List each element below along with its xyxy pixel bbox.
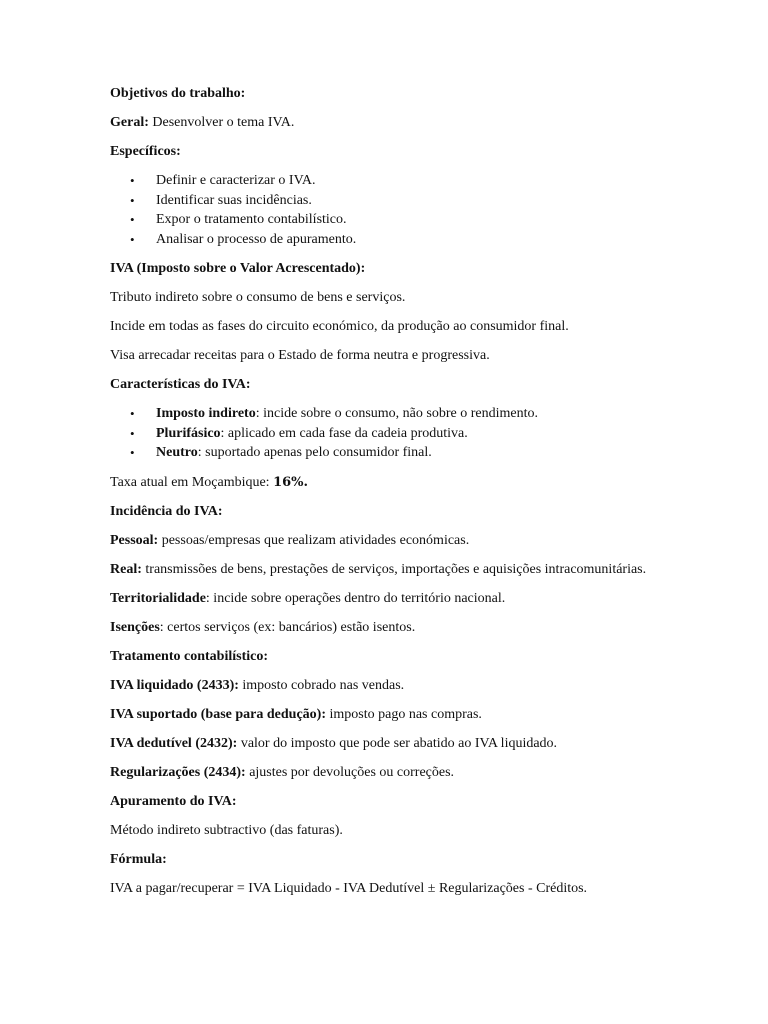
caracteristicas-heading: Características do IVA: <box>110 377 251 392</box>
list-item: • Expor o tratamento contabilístico. <box>110 210 650 230</box>
geral-text: Desenvolver o tema IVA. <box>148 115 295 130</box>
apuramento-metodo: Método indireto subtractivo (das faturas). <box>110 822 343 838</box>
iva-dedutivel: IVA dedutível (2432): valor do imposto que pode ser abatido ao IVA liquidado. <box>110 735 558 751</box>
incidencia-real: Real: transmissões de bens, prestações de serviços, importações e aquisições intracomunitárias. <box>110 561 647 577</box>
bullet-icon: • <box>130 445 135 460</box>
iva-liquidado: IVA liquidado (2433): imposto cobrado nas vendas. <box>110 677 405 693</box>
tratamento-heading: Tratamento contabilístico: <box>110 648 268 664</box>
list-item: • Imposto indireto: incide sobre o consumo, não sobre o rendimento. <box>110 404 650 424</box>
especificos-list <box>110 171 650 249</box>
iva-paragraph-3: Visa arrecadar receitas para o Estado de forma neutra e progressiva. <box>110 348 490 363</box>
bullet-icon: • <box>130 192 135 208</box>
document-page <box>110 84 650 908</box>
geral-label: Geral: <box>110 115 149 130</box>
list-item: • Definir e caracterizar o IVA. <box>110 171 650 191</box>
formula-heading: Fórmula: <box>110 851 167 867</box>
bullet-icon: • <box>130 212 135 227</box>
bullet-icon: • <box>130 173 135 188</box>
incidencia-territorialidade: Territorialidade: incide sobre operações dentro do território nacional. <box>110 590 506 606</box>
apuramento-heading: Apuramento do IVA: <box>110 793 237 809</box>
incidencia-pessoal: Pessoal: pessoas/empresas que realizam atividades económicas. <box>110 532 470 548</box>
regularizacoes: Regularizações (2434): ajustes por devoluções ou correções. <box>110 764 455 780</box>
bullet-icon: • <box>130 425 135 441</box>
list-item: • Identificar suas incidências. <box>110 191 650 211</box>
list-item: • Neutro: suportado apenas pelo consumidor final. <box>110 443 650 463</box>
formula-text: IVA a pagar/recuperar = IVA Liquidado - IVA Dedutível ± Regularizações - Créditos. <box>110 880 588 896</box>
list-item: • Plurifásico: aplicado em cada fase da cadeia produtiva. <box>110 424 650 444</box>
list-item: • Analisar o processo de apuramento. <box>110 230 650 250</box>
caracteristicas-list <box>110 404 650 463</box>
objetivo-geral <box>110 113 650 132</box>
especificos-heading: Específicos: <box>110 144 181 159</box>
bullet-icon: • <box>130 406 135 421</box>
incidencia-heading: Incidência do IVA: <box>110 503 223 519</box>
bullet-icon: • <box>130 231 135 247</box>
taxa-value: 16%. <box>273 474 309 490</box>
iva-suportado: IVA suportado (base para dedução): imposto pago nas compras. <box>110 706 482 722</box>
iva-paragraph-2: Incide em todas as fases do circuito económico, da produção ao consumidor final. <box>110 319 569 334</box>
iva-paragraph-1: Tributo indireto sobre o consumo de bens e serviços. <box>110 290 406 305</box>
iva-heading: IVA (Imposto sobre o Valor Acrescentado): <box>110 261 366 276</box>
objetivos-heading: Objetivos do trabalho: <box>110 86 246 101</box>
incidencia-isencoes: Isenções: certos serviços (ex: bancários) estão isentos. <box>110 619 416 635</box>
taxa-paragraph: Taxa atual em Moçambique: 16%. <box>110 474 309 490</box>
